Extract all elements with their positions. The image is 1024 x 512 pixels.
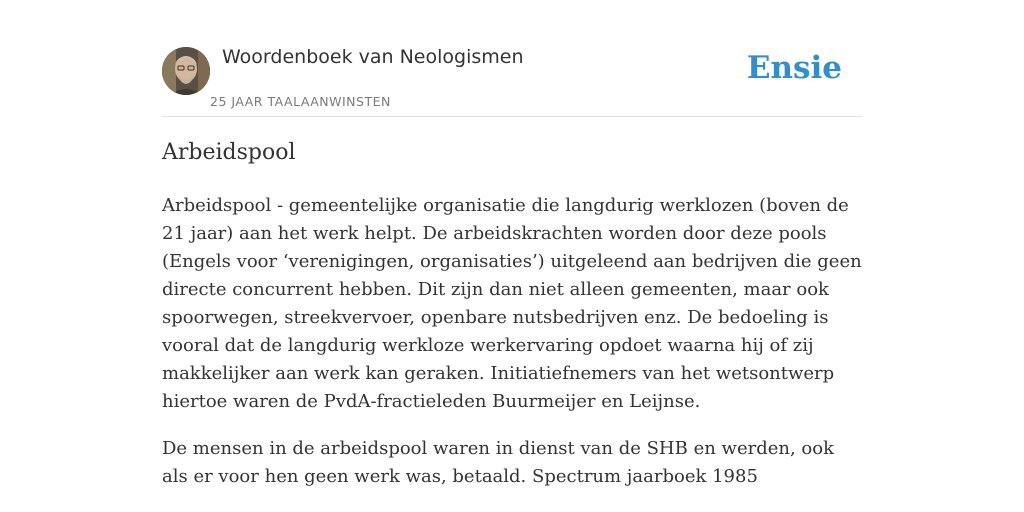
ensie-logo[interactable]: Ensie	[746, 50, 842, 86]
site-title[interactable]: Woordenboek van Neologismen	[222, 46, 524, 68]
site-header	[162, 0, 862, 117]
article-body	[162, 192, 862, 510]
site-subtitle: 25 JAAR TAALAANWINSTEN	[210, 94, 391, 109]
author-portrait-icon	[162, 47, 210, 95]
article-paragraph: De mensen in de arbeidspool waren in dienst van de SHB en werden, ook als er voor hen geen werk was, betaald. Spectrum jaarboek 1985	[162, 438, 835, 487]
page-container	[162, 0, 862, 487]
article-title: Arbeidspool	[162, 140, 296, 165]
author-avatar[interactable]	[162, 47, 210, 95]
article-paragraph: Arbeidspool - gemeentelijke organisatie die langdurig werklozen (boven de 21 jaar) aan het werk helpt. De arbeidskrachten worden door deze pools (Engels voor ‘verenigingen, organisaties’) uitgeleend aan bedrijven die geen directe concurrent hebben. Dit zijn dan niet alleen gemeenten, maar ook spoorwegen, streekvervoer, openbare nutsbedrijven enz. De bedoeling is vooral dat de langdurig werkloze werkervaring opdoet waarna hij of zij makkelijker aan werk kan geraken. Initiatiefnemers van het wetsontwerp hiertoe waren de PvdA-fractieleden Buurmeijer en Leijnse.	[162, 195, 862, 412]
